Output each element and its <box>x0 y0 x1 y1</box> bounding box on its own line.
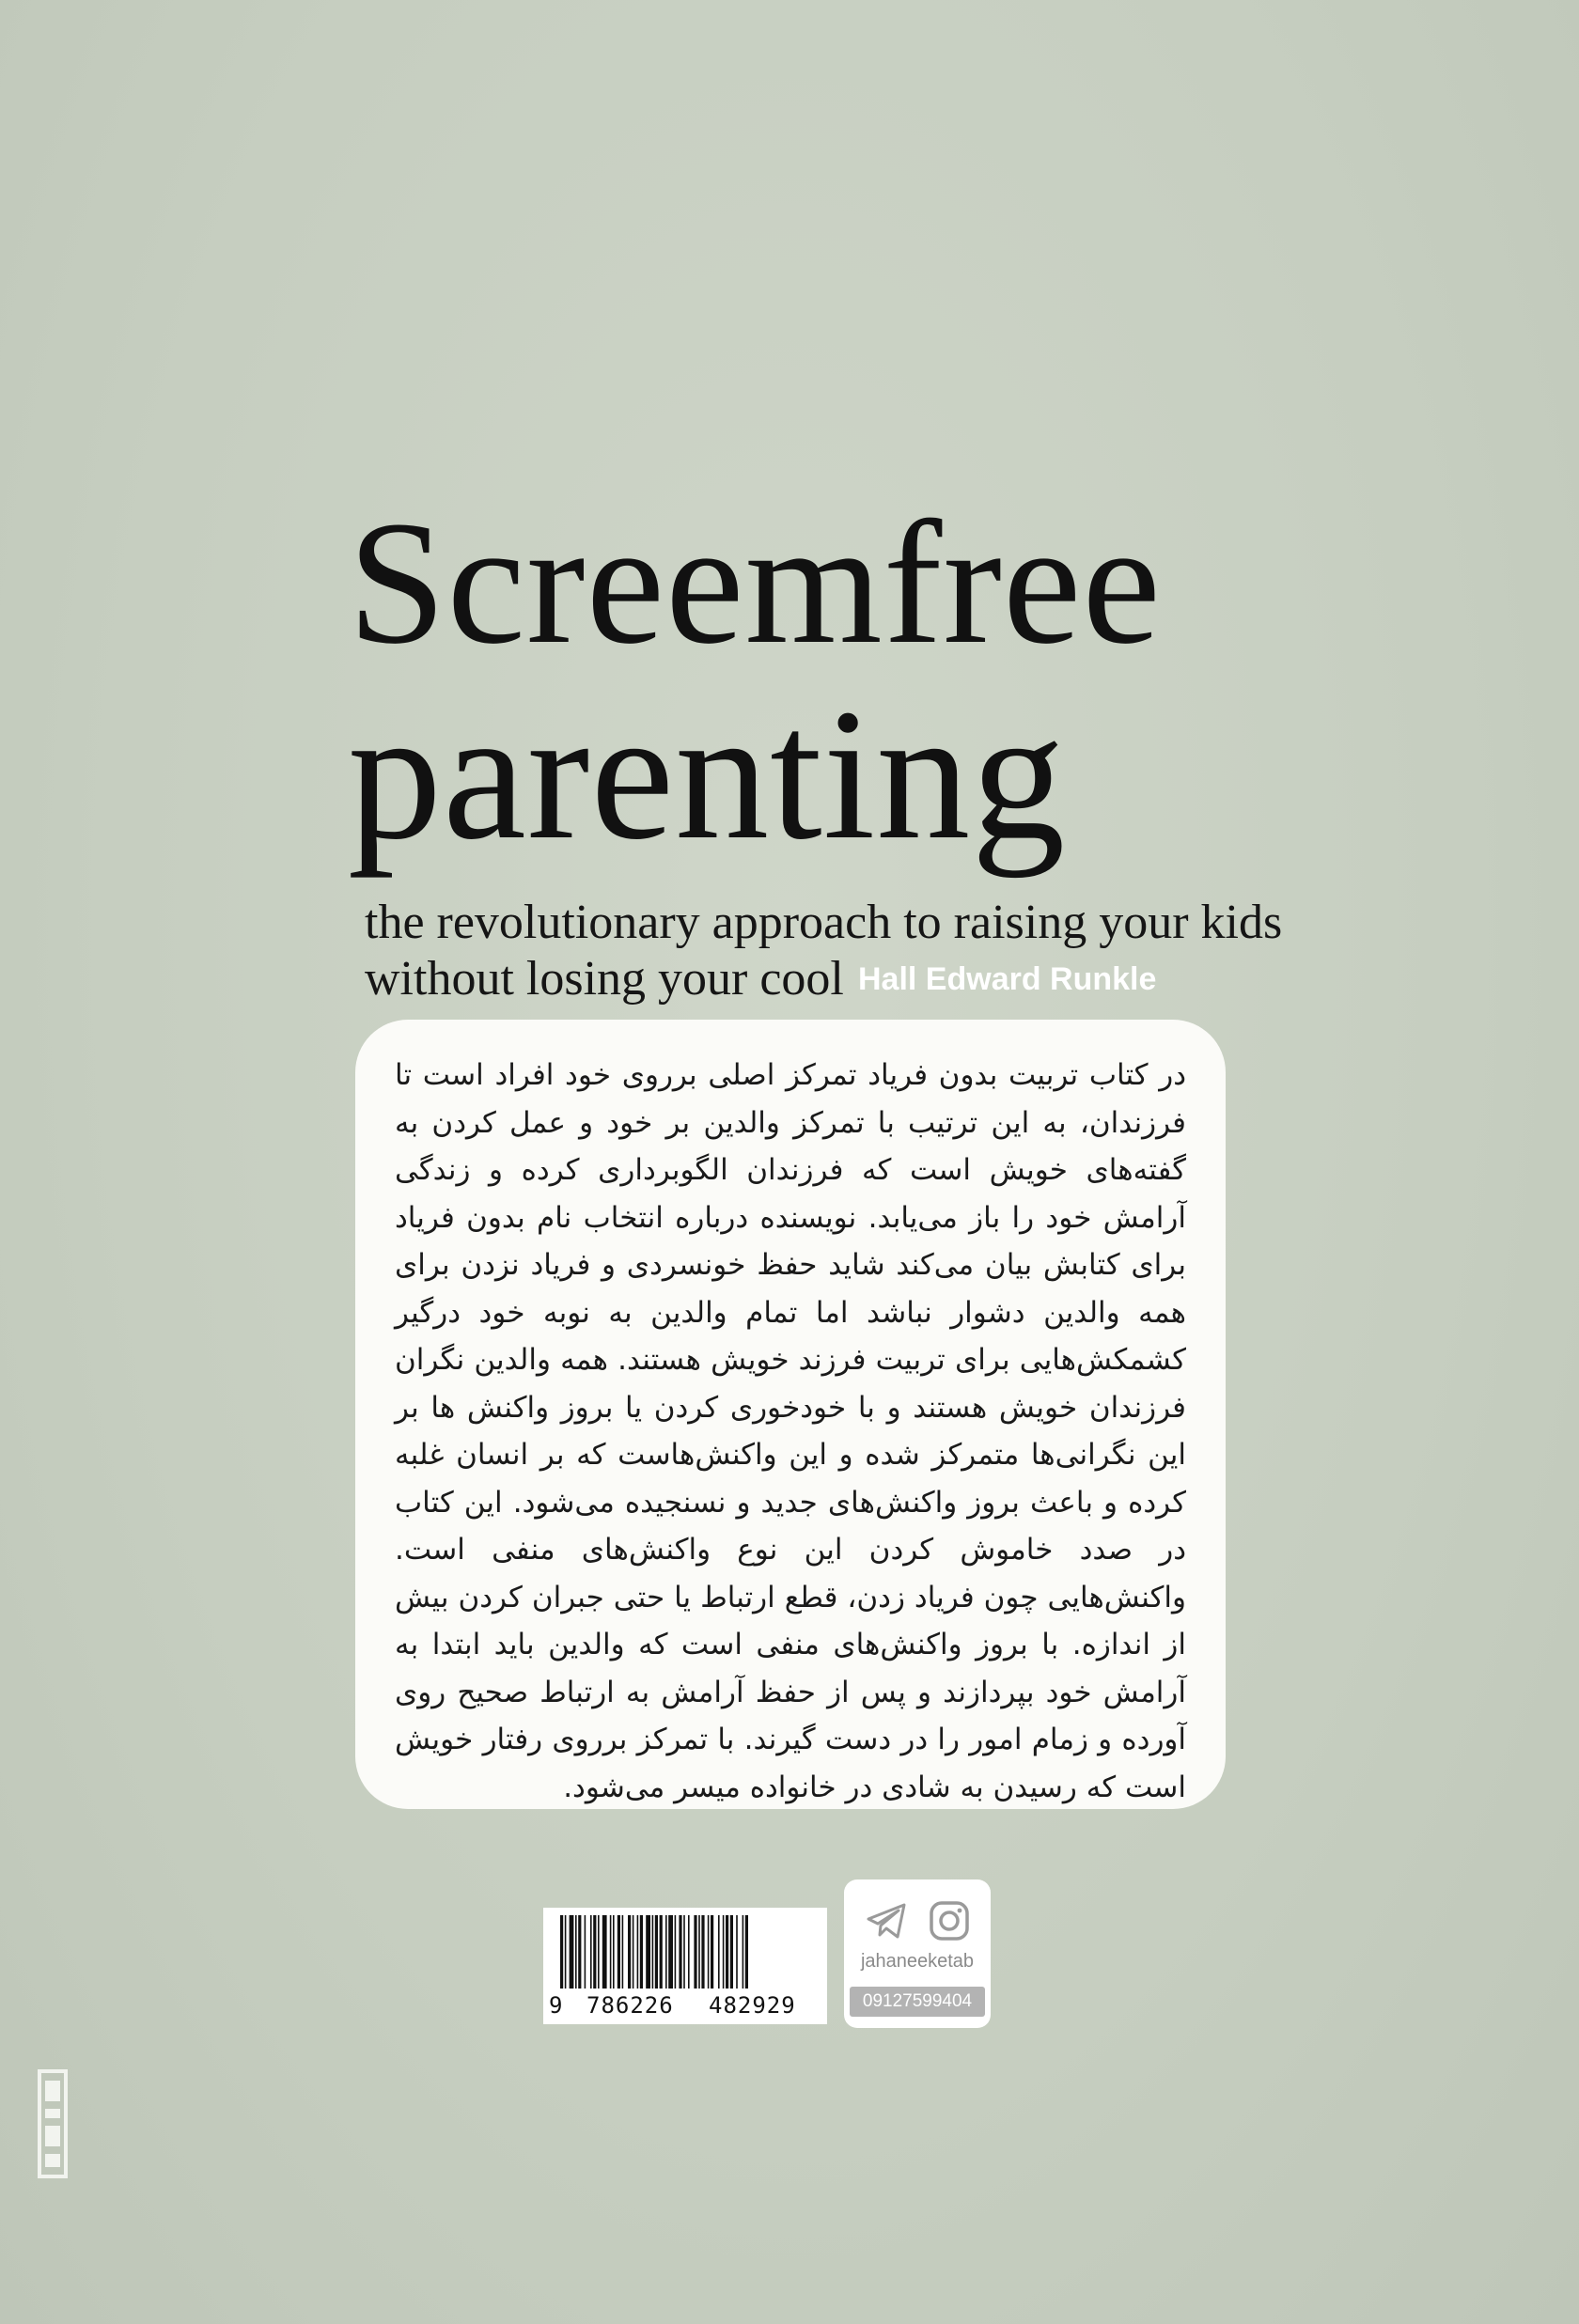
social-handle: jahaneeketab <box>860 1951 975 1972</box>
isbn-group-2: 482929 <box>709 1992 796 2019</box>
subtitle-line-2: without losing your cool <box>365 952 844 1006</box>
barcode-bars <box>556 1915 816 1990</box>
isbn-barcode <box>543 1908 827 2024</box>
title-line-1: Screemfree <box>348 484 1162 680</box>
social-card <box>844 1879 991 2028</box>
description-box <box>355 1020 1226 1809</box>
telegram-icon <box>863 1896 912 1945</box>
instagram-icon <box>925 1896 974 1945</box>
social-icons <box>855 1896 979 1945</box>
phone-number: 09127599404 <box>850 1987 985 2017</box>
publisher-logo <box>34 2067 71 2180</box>
title-line-2: parenting <box>348 671 1067 879</box>
description-text: در کتاب تربیت بدون فریاد تمرکز اصلی برروی خود افراد است تا فرزندان، به این ترتیب با تمرکز والدین بر خود و عمل کردن به گفته‌های خویش است که فرزندان الگوبرداری کرده و زندگی آرامش خود را باز می‌یابد. نویسنده درباره انتخاب نام بدون فریاد برای کتابش بیان می‌کند شاید حفظ خونسردی و فریاد نزدن برای همه والدین دشوار نباشد اما تمام والدین به نوبه خود درگیر کشمکش‌هایی برای تربیت فرزند خویش هستند. همه والدین نگران فرزندان خویش هستند و با خودخوری کردن یا بروز واکنش ها بر این نگرانی‌ها متمرکز شده و این واکنش‌هاست که بر انسان غلبه کرده و باعث بروز واکنش‌های جدید و نسنجیده می‌شود. این کتاب در صدد خاموش کردن این نوع واکنش‌های منفی است. واکنش‌هایی چون فریاد زدن، قطع ارتباط یا حتی جبران کردن بیش از اندازه. با بروز واکنش‌های منفی است که والدین باید ابتدا به آرامش خود بپردازند و پس از حفظ آرامش به ارتباط صحیح روی آورده و زمام امور را در دست گیرند. با تمرکز برروی رفتار خویش است که رسیدن به شادی در خانواده میسر می‌شود. <box>395 1058 1186 1804</box>
subtitle-line-1: the revolutionary approach to raising your kids <box>365 896 1283 949</box>
author-name: Hall Edward Runkle <box>858 961 1157 997</box>
isbn-group-1: 786226 <box>586 1992 674 2019</box>
isbn-prefix: 9 <box>549 1992 563 2019</box>
